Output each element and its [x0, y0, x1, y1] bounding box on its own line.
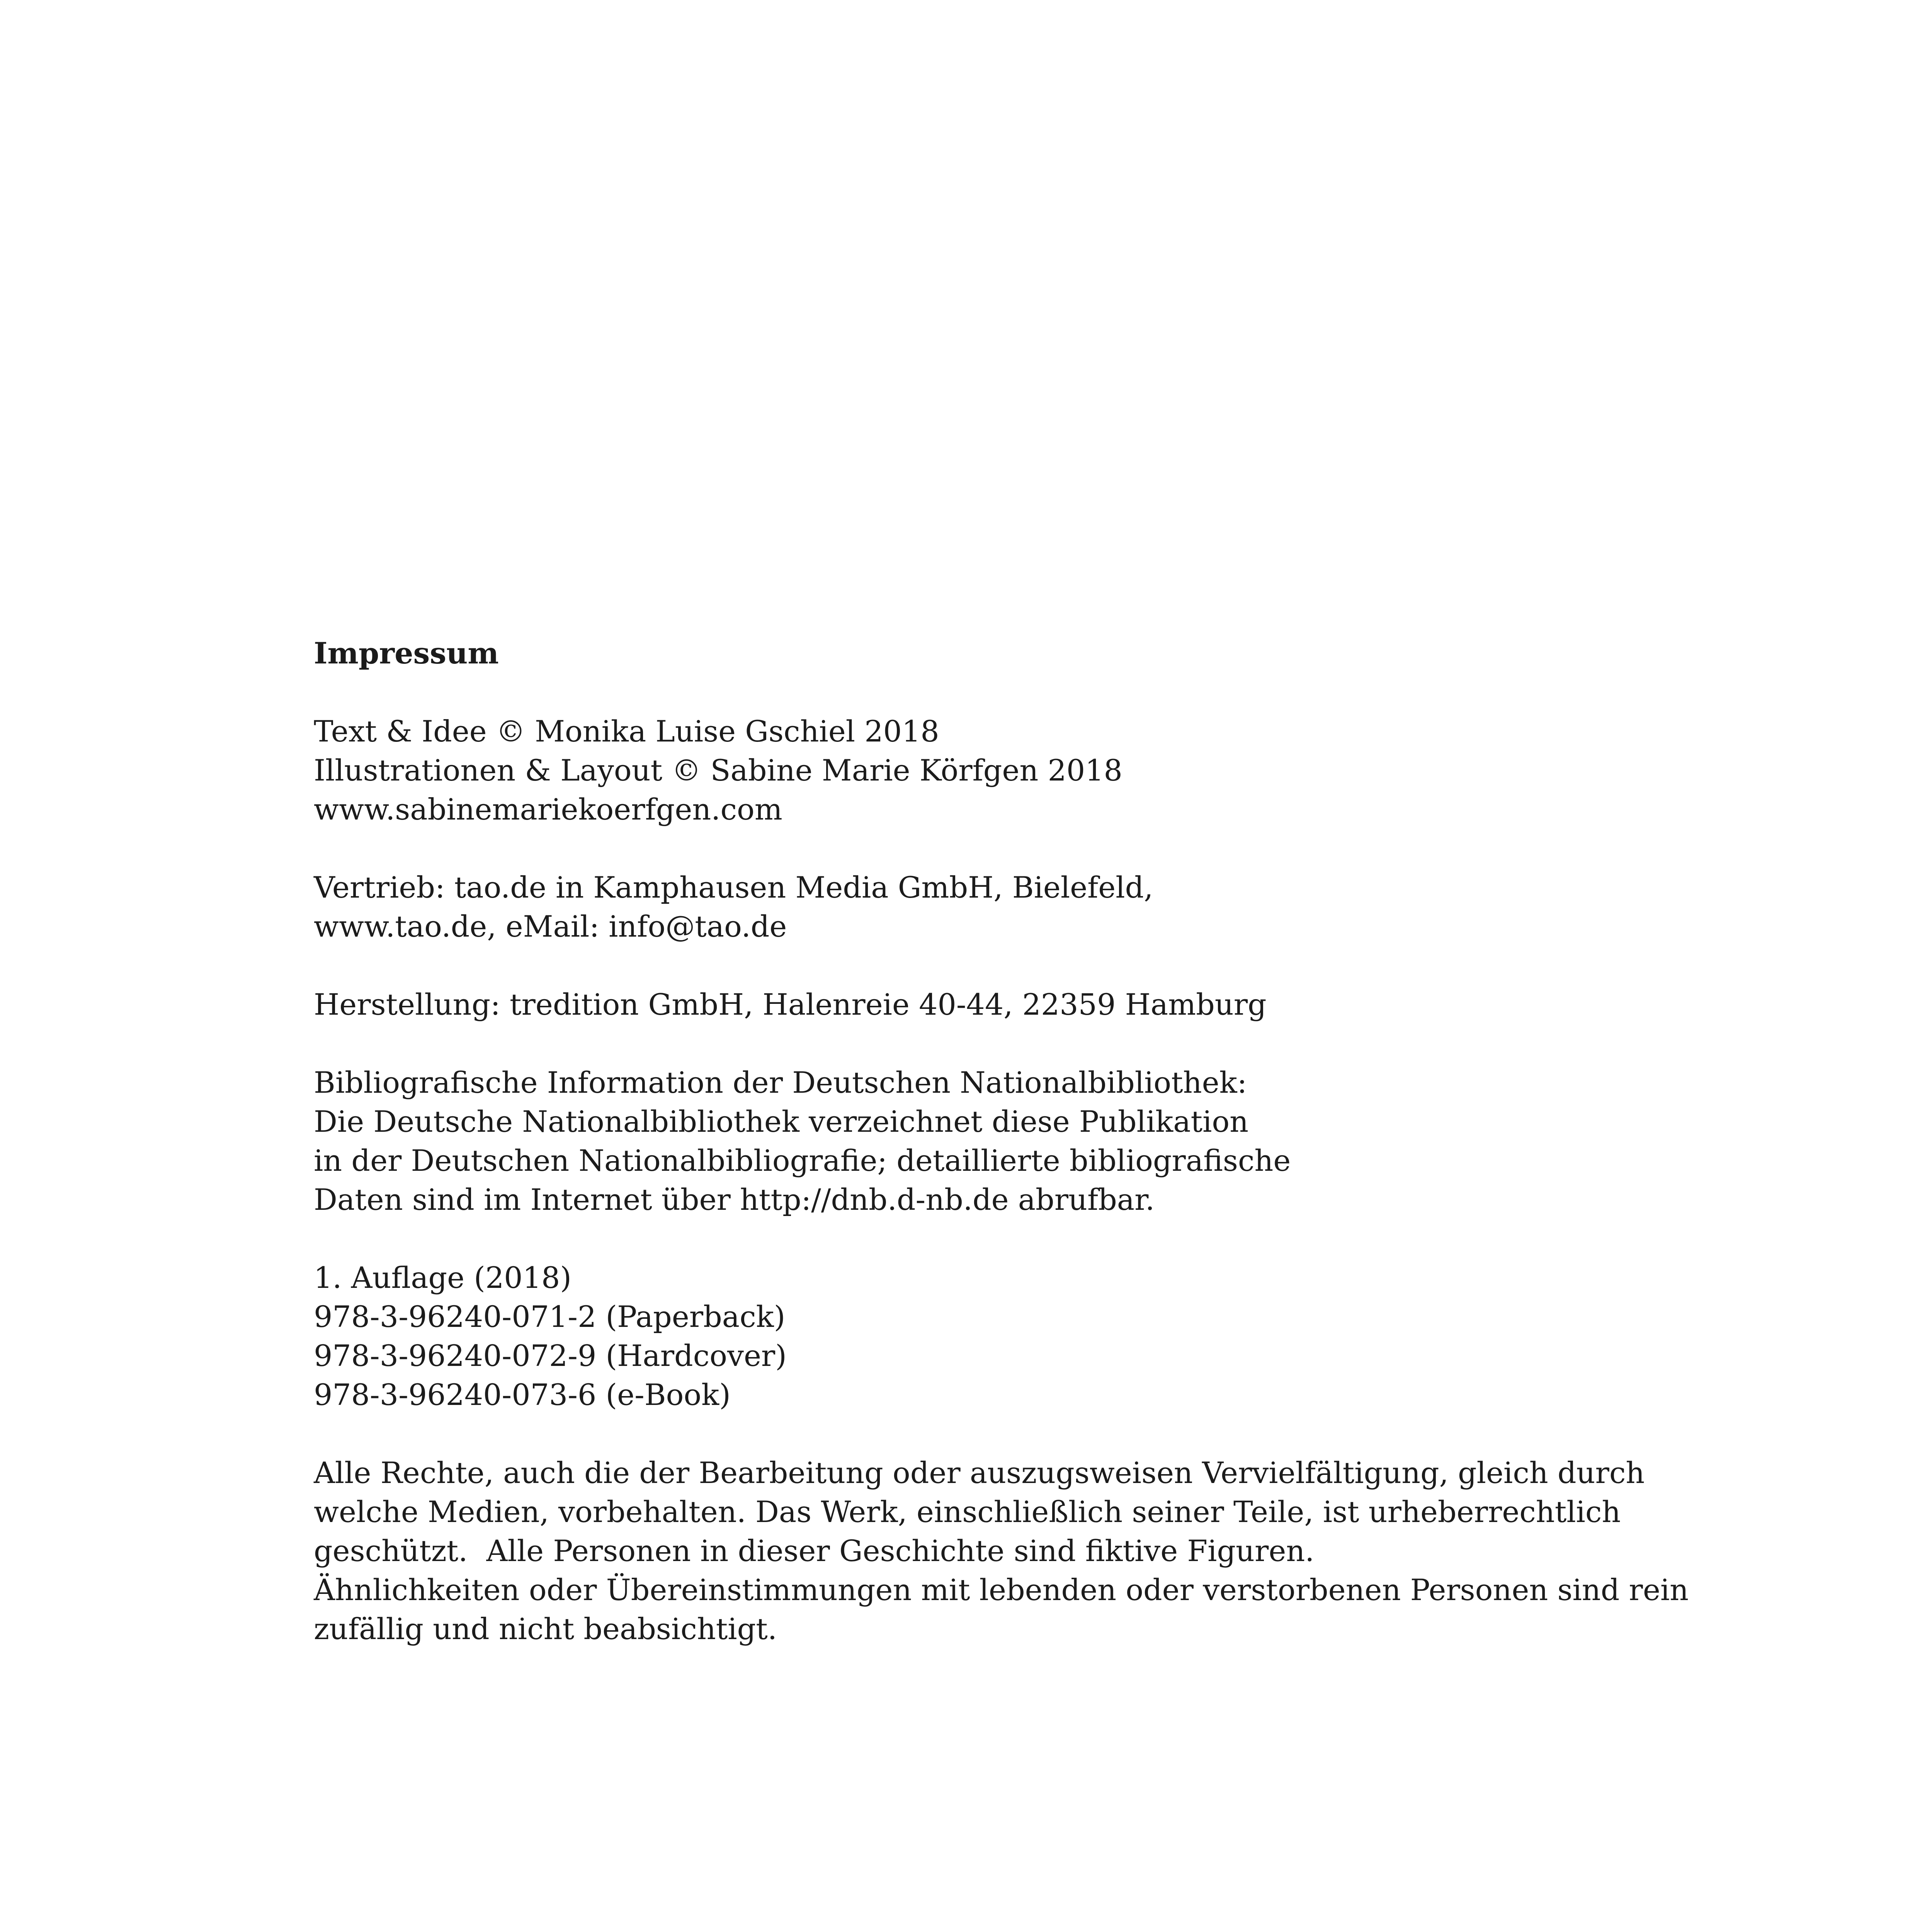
- credits-text-line: Text & Idee © Monika Luise Gschiel 2018: [314, 714, 939, 748]
- distribution-publisher-line: Vertrieb: tao.de in Kamphausen Media GmbH, Bielefeld,: [314, 870, 1153, 905]
- bibliographic-block: [314, 1063, 1821, 1219]
- isbn-paperback: 978-3-96240-071-2 (Paperback): [314, 1299, 786, 1334]
- isbn-hardcover: 978-3-96240-072-9 (Hardcover): [314, 1338, 787, 1373]
- credits-illustration-line: Illustrationen & Layout © Sabine Marie Körfgen 2018: [314, 753, 1122, 787]
- production-block: [314, 985, 1821, 1024]
- bibliographic-line-1: Bibliografische Information der Deutschen Nationalbibliothek:: [314, 1065, 1247, 1100]
- production-line: Herstellung: tredition GmbH, Halenreie 40-44, 22359 Hamburg: [314, 987, 1267, 1022]
- bibliographic-line-2: Die Deutsche Nationalbibliothek verzeichnet diese Publikation: [314, 1104, 1249, 1139]
- illustrator-website-link[interactable]: www.sabinemariekoerfgen.com: [314, 792, 782, 827]
- rights-line-4: Ähnlichkeiten oder Übereinstimmungen mit lebenden oder verstorbenen Personen sind rein: [314, 1573, 1689, 1607]
- imprint-heading: Impressum: [314, 636, 499, 670]
- rights-line-1: Alle Rechte, auch die der Bearbeitung oder auszugsweisen Vervielfältigung, gleich durch: [314, 1456, 1645, 1490]
- rights-block: [314, 1453, 1821, 1648]
- isbn-ebook: 978-3-96240-073-6 (e-Book): [314, 1378, 731, 1412]
- rights-line-5: zufällig und nicht beabsichtigt.: [314, 1612, 777, 1646]
- edition-block: [314, 1258, 1821, 1414]
- imprint-section: [314, 634, 1821, 1648]
- distribution-contact-line[interactable]: www.tao.de, eMail: info@tao.de: [314, 909, 787, 944]
- edition-line: 1. Auflage (2018): [314, 1260, 572, 1295]
- rights-line-3: geschützt. Alle Personen in dieser Geschichte sind fiktive Figuren.: [314, 1534, 1315, 1568]
- bibliographic-line-3: in der Deutschen Nationalbibliografie; detaillierte bibliografische: [314, 1143, 1291, 1178]
- rights-line-2: welche Medien, vorbehalten. Das Werk, einschließlich seiner Teile, ist urheberrechtlich: [314, 1495, 1621, 1529]
- distribution-block: [314, 868, 1821, 946]
- credits-block: [314, 712, 1821, 829]
- bibliographic-line-4: Daten sind im Internet über http://dnb.d-nb.de abrufbar.: [314, 1182, 1155, 1217]
